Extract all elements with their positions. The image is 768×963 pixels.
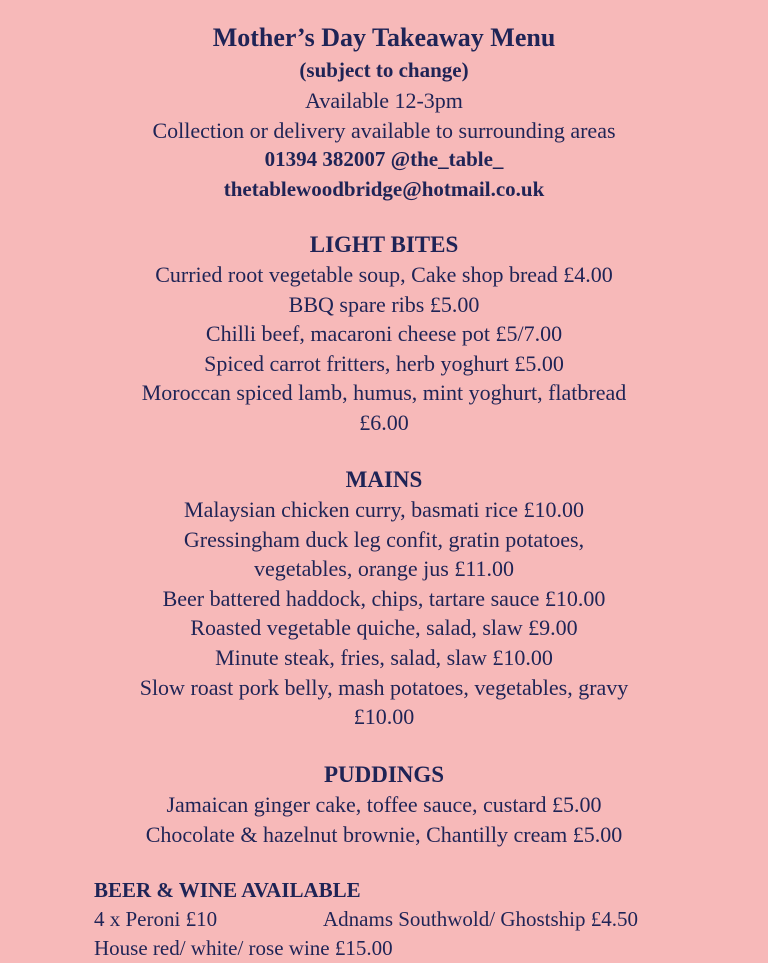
light-bites-section bbox=[0, 230, 768, 438]
menu-title: Mother’s Day Takeaway Menu bbox=[212, 23, 556, 52]
section-heading-mains: MAINS bbox=[345, 467, 423, 492]
menu-item: Chocolate & hazelnut brownie, Chantilly cream £5.00 bbox=[145, 821, 623, 847]
menu-item: Gressingham duck leg confit, gratin potatoes, bbox=[183, 526, 585, 552]
menu-item: Slow roast pork belly, mash potatoes, vegetables, gravy bbox=[139, 674, 629, 700]
menu-item: BBQ spare ribs £5.00 bbox=[288, 291, 480, 317]
drink-item: 4 x Peroni £10 bbox=[94, 907, 218, 931]
section-heading-drinks: BEER & WINE AVAILABLE bbox=[94, 878, 361, 902]
puddings-section bbox=[0, 760, 768, 849]
email-address: thetablewoodbridge@hotmail.co.uk bbox=[223, 176, 545, 201]
menu-item: vegetables, orange jus £11.00 bbox=[253, 556, 515, 582]
section-heading-puddings: PUDDINGS bbox=[323, 762, 445, 787]
menu-item: Malaysian chicken curry, basmati rice £10.00 bbox=[184, 497, 584, 522]
menu-item: Curried root vegetable soup, Cake shop bread £4.00 bbox=[155, 262, 613, 287]
menu-item: Moroccan spiced lamb, humus, mint yoghurt, flatbread bbox=[141, 380, 627, 406]
mains-section bbox=[0, 465, 768, 732]
menu-item: Beer battered haddock, chips, tartare sauce £10.00 bbox=[162, 585, 606, 611]
menu-item: Minute steak, fries, salad, slaw £10.00 bbox=[215, 644, 553, 670]
menu-item: £10.00 bbox=[353, 704, 415, 730]
drinks-section bbox=[94, 876, 734, 963]
availability-text: Available 12-3pm bbox=[305, 88, 463, 113]
menu-item: Roasted vegetable quiche, salad, slaw £9.00 bbox=[190, 615, 578, 641]
menu-item: Spiced carrot fritters, herb yoghurt £5.00 bbox=[204, 350, 564, 376]
menu-item: Chilli beef, macaroni cheese pot £5/7.00 bbox=[205, 321, 563, 347]
drink-item: House red/ white/ rose wine £15.00 bbox=[94, 936, 393, 960]
section-heading-light-bites: LIGHT BITES bbox=[309, 232, 459, 257]
menu-item: Jamaican ginger cake, toffee sauce, custard £5.00 bbox=[166, 792, 602, 817]
contact-line: 01394 382007 @the_table_ bbox=[264, 147, 504, 172]
menu-item: £6.00 bbox=[359, 409, 409, 435]
drinks-row bbox=[94, 905, 734, 934]
drink-item: Adnams Southwold/ Ghostship £4.50 bbox=[323, 907, 639, 931]
header-info bbox=[0, 86, 768, 204]
delivery-text: Collection or delivery available to surrounding areas bbox=[152, 117, 616, 143]
menu-subtitle: (subject to change) bbox=[299, 58, 469, 82]
